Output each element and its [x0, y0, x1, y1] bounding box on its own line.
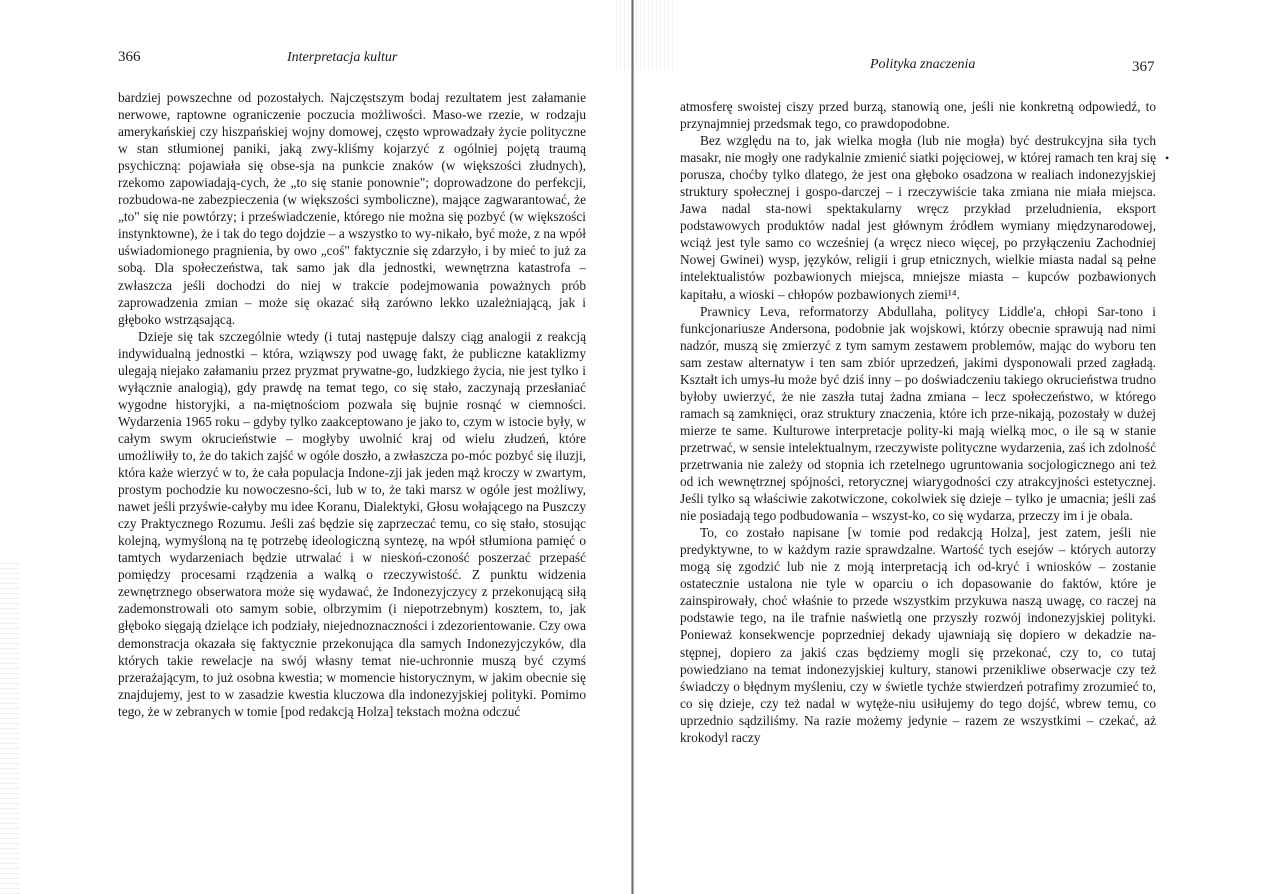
paragraph: Bez względu na to, jak wielka mogła (lub nie mogła) być destrukcyjna siła tych masakr, nie mogły one radykalnie zmienić siatki pojęciowej, w której ramach ten kraj się porusza, choćby tylko dlatego, że jest ona głęboko osadzona w realiach indonezyjskiej struktury społecznej i gospo-darczej – i rzeczywiście taka zmiana nie miała miejsca. Jawa nadal sta-nowi spektakularny wręcz przykład przeludnienia, eksport podstawowych produktów nadal jest głównym źródłem wymiany międzynarodowej, wciąż jest tyle samo co wcześniej (a wręcz nieco więcej, po przyłączeniu Zachodniej Nowej Gwinei) wysp, języków, religii i grup etnicznych, wielkie miasta nadal są pełne intelektualistów pozbawionych miejsca, mniejsze miasta – kupców pozbawionych kapitału, a wioski – chłopów pozbawionych ziemi¹⁴. — [680, 133, 1156, 302]
page-number-right: 367 — [1132, 59, 1155, 75]
paragraph: atmosferę swoistej ciszy przed burzą, stanowią one, jeśli nie konkretną odpowiedź, to przynajmniej przedsmak tego, co prawdopodobne. — [680, 99, 1156, 132]
margin-mark: • — [1165, 151, 1170, 165]
paragraph: Prawnicy Leva, reformatorzy Abdullaha, politycy Liddle'a, chłopi Sar-tono i funkcjonariusze Andersona, podobnie jak wojskowi, którzy obecnie sprawują nad nimi nadzór, muszą się zmierzyć z tym samym zestawem problemów, mając do wyboru ten sam zestaw alternatyw i ten sam zbiór uprzedzeń, jakimi dysponowali przed zagładą. Kształt ich umys-łu może być dziś inny – po doświadczeniu takiego okrucieństwa trudno byłoby uwierzyć, że nie zaszła tutaj żadna zmiana – lecz społeczeństwo, w którego ramach są zamknięci, oraz struktury znaczenia, które ich prze-nikają, pozostały w dużej mierze te same. Kulturowe interpretacje polity-ki mają wielką moc, o ile są w stanie przetrwać, w sensie intelektualnym, rzeczywiste polityczne wydarzenia, zaś ich zdolność przetrwania nie zależy od stopnia ich rzetelnego ugruntowania socjologicznego ani też od ich wewnętrznej spójności, retorycznej wiarygodności czy atrakcyjności estetycznej. Jeśli tylko są właściwie zakotwiczone, cokolwiek się dzieje – tylko je umacnia; jeśli zaś nie posiadają tego podbudowania – wszyst-ko, co się wydarza, przeczy im i je obala. — [680, 303, 1156, 524]
page-number-left: 366 — [118, 49, 141, 65]
right-page-body — [680, 98, 1156, 746]
right-page — [632, 0, 1262, 894]
paragraph: To, co zostało napisane [w tomie pod redakcją Holza], jest zatem, jeśli nie predyktywne, to w każdym razie sprawdzalne. Wartość tych esejów – których autorzy mogą się zgodzić lub nie z moją interpretacją ich od-kryć i wniosków – zostanie ostatecznie ustalona nie tyle w oparciu o ich dopasowanie do faktów, które je zainspirowały, choć właśnie to przede wszystkim przykuwa naszą uwagę, co raczej na podstawie tego, na ile trafnie naświetlą one przyszły rozwój indonezyjskiej polityki. Ponieważ konsekwencje poprzedniej dekady ujawniają się dopiero w dekadzie na-stępnej, dopiero za jakiś czas będziemy mogli się przekonać, czy to, co tutaj powiedziano na temat indonezyjskiej kultury, stanowi przenikliwe obserwacje czy też świadczy o błędnym myśleniu, czy w świetle tychże stwierdzeń potrafimy zrozumieć to, co się dzieje, czy też nadal w wytęże-niu usiłujemy do tego dojść, wbrew temu, co uprzednio sądziliśmy. Na razie możemy jedynie – razem ze wszystkimi – czekać, aż krokodyl raczy — [680, 525, 1156, 745]
left-page-body — [118, 89, 586, 720]
running-head-right: Polityka znaczenia — [870, 57, 976, 72]
paragraph: Dzieje się tak szczególnie wtedy (i tutaj następuje dalszy ciąg analogii z reakcją indywidualną jednostki – która, wziąwszy pod uwagę fakt, że publiczne kataklizmy ulegają niejako załamaniu przez pryzmat prywatne-go, ludzkiego życia, nie jest tylko i wyłącznie analogią), gdy prawdę na temat tego, co się stało, zaczynają przesłaniać wygodne historyjki, a na-miętnościom pozwala się bujnie rosnąć w ciemności. Wydarzenia 1965 roku – gdyby tylko zaakceptowano je jako to, czym w istocie były, w całym swym okrucieństwie – mogłyby uwolnić kraj od wielu złudzeń, które umożliwiły to, że do takich zajść w ogóle doszło, a zwłaszcza po-móc pozbyć się iluzji, która każe wierzyć w to, że cała populacja Indone-zji jak jeden mąż kroczy w zwartym, prostym pochodzie ku nowoczesno-ści, lub w to, że taki marsz w ogóle jest możliwy, nawet jeśli przyświe-całyby mu idee Koranu, Dialektyki, Głosu wołającego na Puszczy czy Praktycznego Rozumu. Jeśli zaś będzie się zaprzeczać temu, co się stało, stosując kolejną, wymyśloną na tę potrzebę ideologiczną syntezę, na wpół stłumiona pamięć o tamtych wydarzeniach będzie utrwalać i w nieskoń-czoność poszerzać przepaść pomiędzy procesami rządzenia a walką o rzeczywistość. Z punktu widzenia zewnętrznego obserwatora może się wydawać, że Indonezyjczycy z przekonującą siłą zademonstrowali oto samym sobie, olbrzymim (i niepotrzebnym) kosztem, to, jak głęboko sięgają dzielące ich podziały, niejednoznaczności i zdezorientowanie. Czy owa demonstracja okazała się faktycznie przekonująca dla samych Indonezyjczyków, dla których takie rewelacje na swój własny temat nie-uchronnie muszą być czymś przerażającym, to już osobna kwestia; w momencie historycznym, w jakim obecnie się znajdujemy, jest to w zasadzie kwestia kluczowa dla indonezyjskiej polityki. Pomimo tego, że w zebranych w tomie [pod redakcją Holza] tekstach można odczuć — [118, 328, 586, 719]
paragraph: bardziej powszechne od pozostałych. Najczęstszym bodaj rezultatem jest załamanie nerwowe, raptowne ograniczenie poczucia możliwości. Maso-we rzezie, w rodzaju amerykańskiej czy hiszpańskiej wojny domowej, często wprowadzały życie polityczne w stan stłumionej paniki, jaką zwy-kliśmy kojarzyć z ogólniej pojętą traumą psychiczną: pojawiała się obse-sja na punkcie znaków (w większości złudnych), rzekomo zapowiadają-cych, że „to się stanie ponownie"; doprowadzone do perfekcji, rozbudowa-ne zabezpieczenia (w większości symboliczne), mające zagwarantować, że „to" się nie powtórzy; i przeświadczenie, którego nie można się pozbyć (w większości instynktowne), że i tak do tego dojdzie – a wszystko to wy-nikało, być może, z na wpół uświadomionego pragnienia, by owo „coś" faktycznie się zdarzyło, i by mieć to już za sobą. Dla społeczeństwa, tak samo jak dla jednostki, wewnętrzna katastrofa – zwłaszcza jeśli dochodzi do niej w trakcie podejmowania poważnych prób zaprowadzenia zmian – może się okazać siłą zarówno lekko uzależniającą, jak i głęboko wstrząsającą. — [118, 90, 586, 327]
running-head-left: Interpretacja kultur — [287, 50, 398, 65]
